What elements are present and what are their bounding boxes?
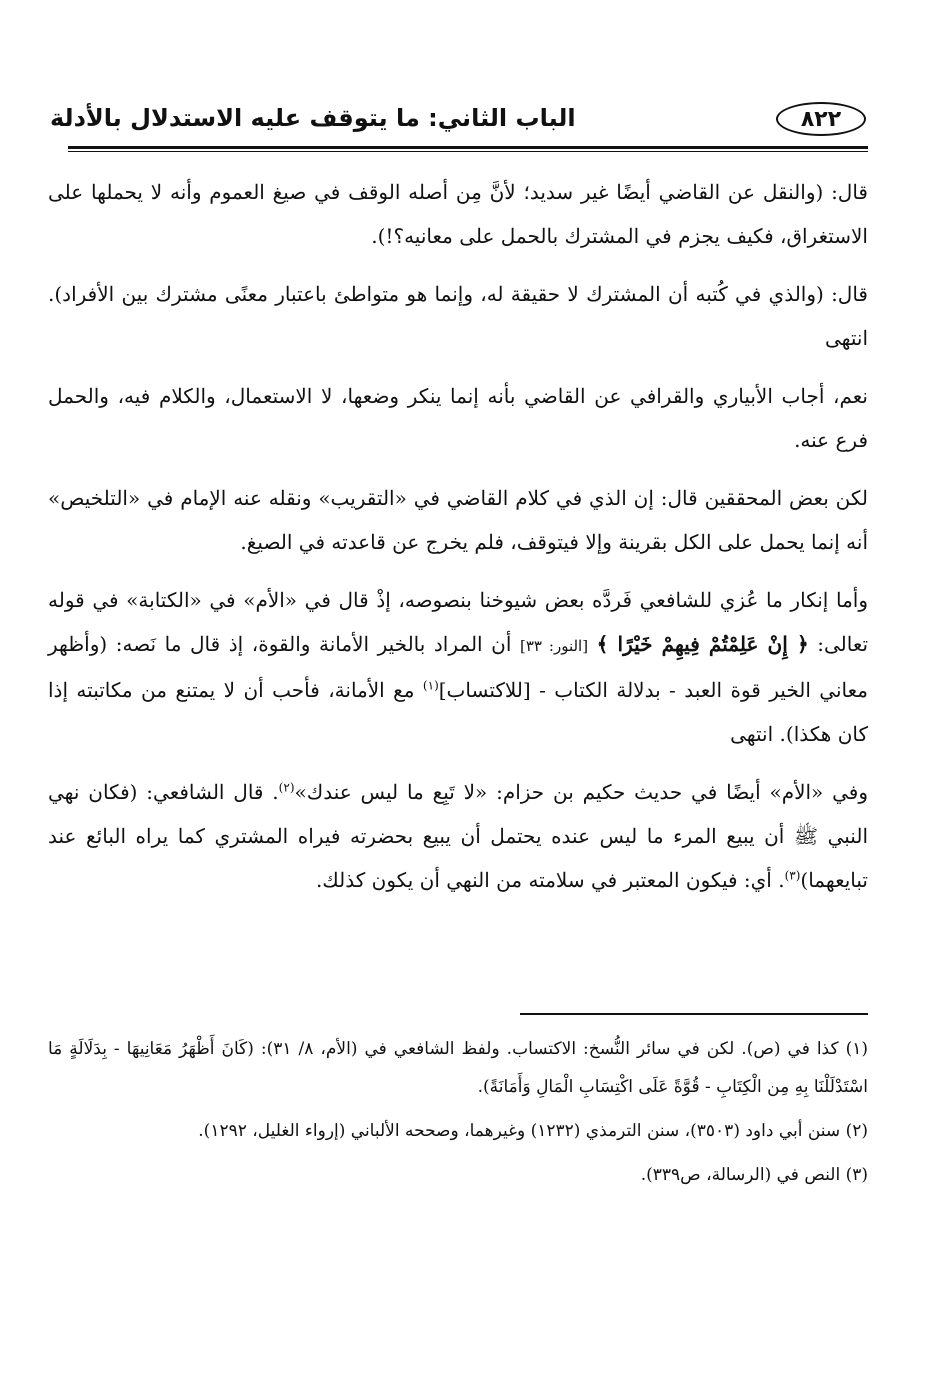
paragraph-6-part-b: . قال الشافعي: (فكان نهي النبي ﷺ أن يبيع المرء ما ليس عنده يحتمل أن يبيع بحضرته فيراه المشتري كما يراه البائع عند تبايعهما) — [48, 780, 868, 892]
quran-verse: ﴿ إِنْ عَلِمْتُمْ فِيهِمْ خَيْرًا ﴾ — [596, 632, 809, 656]
page-header — [50, 98, 866, 144]
paragraph-3: نعم، أجاب الأبياري والقرافي عن القاضي بأنه إنما ينكر وضعها، لا الاستعمال، والكلام فيه، والحمل فرع عنه. — [48, 384, 868, 452]
paragraph-5 — [48, 578, 868, 756]
paragraph-6-part-c: . أي: فيكون المعتبر في سلامته من النهي أن يكون كذلك. — [315, 868, 785, 892]
paragraph-6-part-a: وفي «الأم» أيضًا في حديث حكيم بن حزام: «لا تَبِع ما ليس عندك» — [294, 780, 869, 804]
footnote-2: (٢) سنن أبي داود (٣٥٠٣)، سنن الترمذي (١٢٣٢) وغيرهما، وصححه الألباني (إرواء الغليل، ١٢٩٢). — [198, 1121, 868, 1141]
footnotes — [48, 1030, 868, 1200]
paragraph-5-part-b: أن المراد بالخير الأمانة والقوة، إذ قال ما نَصه: (وأظهر معاني الخير قوة العبد - بدلالة الكتاب - [للاكتساب] — [48, 632, 868, 702]
verse-reference: [النور: ٣٣] — [519, 637, 589, 655]
page-number-badge — [776, 102, 866, 136]
main-text — [48, 170, 868, 916]
footnote-marker-2: (٢) — [278, 780, 295, 795]
paragraph-2: قال: (والذي في كُتبه أن المشترك لا حقيقة له، وإنما هو متواطئ باعتبار معنًى مشترك بين الأفراد). انتهى — [48, 282, 868, 350]
paragraph-4: لكن بعض المحققين قال: إن الذي في كلام القاضي في «التقريب» ونقله عنه الإمام في «التلخيص» أنه إنما يحمل على الكل بقرينة وإلا فيتوقف، فلم يخرج عن قاعدته في الصيغ. — [48, 486, 868, 554]
paragraph-5-part-c: مع الأمانة، فأحب أن لا يمتنع من مكاتبته إذا كان هكذا). انتهى — [48, 678, 868, 746]
paragraph-1: قال: (والنقل عن القاضي أيضًا غير سديد؛ لأنَّ مِن أصله الوقف في صيغ العموم وأنه لا يحملها على الاستغراق، فكيف يجزم في المشترك بالحمل على معانيه؟!). — [48, 180, 868, 248]
page-number: ٨٢٢ — [800, 107, 842, 132]
footnote-marker-1: (١) — [422, 678, 439, 693]
footnote-separator — [520, 1013, 868, 1015]
chapter-title: الباب الثاني: ما يتوقف عليه الاستدلال بالأدلة — [50, 104, 576, 132]
paragraph-5-part-a: وأما إنكار ما عُزي للشافعي فَردَّه بعض شيوخنا بنصوصه، إذْ قال في «الأم» في «الكتابة» في قوله تعالى: — [48, 588, 869, 656]
header-rule — [68, 146, 868, 152]
footnote-1: (١) كذا في (ص). لكن في سائر النُّسخ: الاكتساب. ولفظ الشافعي في (الأم، ٨/ ٣١): (كَانَ أَظْهَرُ مَعَانِيهَا - بِدَلَالَةٍ مَا اسْتَدْلَلْنَا بِهِ مِن الْكِتَابِ - قُوَّةً عَلَى اكْتِسَابِ الْمَالِ وَأَمَانَةً). — [48, 1039, 868, 1097]
footnote-marker-3: (٣) — [784, 868, 801, 883]
footnote-3: (٣) النص في (الرسالة، ص٣٣٩). — [640, 1165, 868, 1185]
paragraph-6 — [48, 770, 868, 902]
